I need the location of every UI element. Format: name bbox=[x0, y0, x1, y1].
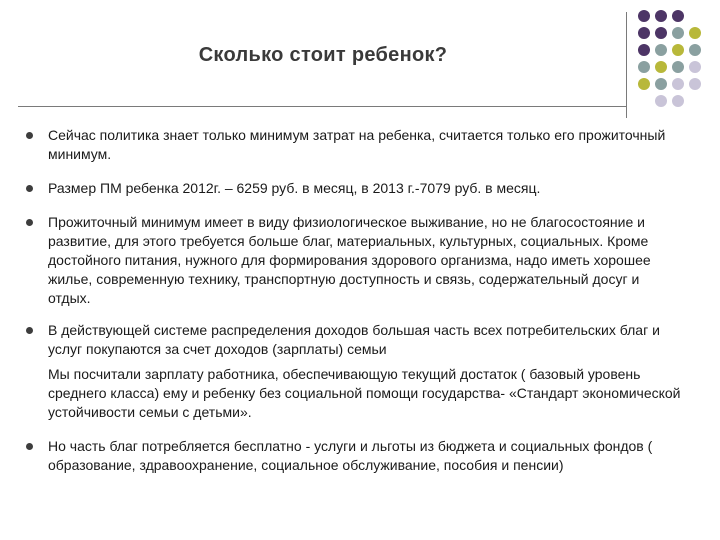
bullet-dot bbox=[26, 219, 33, 226]
bullet-dot bbox=[26, 327, 33, 334]
title-vertical-rule bbox=[626, 12, 627, 118]
decorative-dot bbox=[638, 44, 650, 56]
title-horizontal-rule bbox=[18, 106, 626, 107]
bullet-item bbox=[22, 321, 682, 359]
decorative-dot bbox=[672, 44, 684, 56]
slide-body bbox=[22, 126, 682, 475]
body-paragraph: Мы посчитали зарплату работника, обеспечивающую текущий достаток ( базовый уровень среднего класса) ему и ребенку без социальной помощи государства- «Стандарт экономической устойчивости семьи с детьми». bbox=[48, 366, 681, 420]
slide-title: Сколько стоит ребенок? bbox=[198, 44, 448, 66]
decorative-dot bbox=[638, 78, 650, 90]
bullet-item bbox=[22, 213, 682, 308]
decorative-dot bbox=[655, 27, 667, 39]
decorative-dot bbox=[672, 95, 684, 107]
decorative-dot bbox=[672, 78, 684, 90]
decorative-dot bbox=[655, 44, 667, 56]
decorative-dot bbox=[638, 27, 650, 39]
decorative-dot bbox=[689, 61, 701, 73]
decorative-dot-grid bbox=[638, 10, 718, 110]
bullet-item bbox=[22, 437, 682, 475]
bullet-text: Размер ПМ ребенка 2012г. – 6259 руб. в месяц, в 2013 г.-7079 руб. в месяц. bbox=[48, 180, 541, 196]
decorative-dot bbox=[689, 44, 701, 56]
bullet-text: Прожиточный минимум имеет в виду физиологическое выживание, но не благосостояние и развитие, для этого требуется больше благ, материальных, культурных, социальных. Кроме достойного питания, нужного для формирования здорового организма, надо иметь хорошее жилье, современную технику, транспортную доступность и связь, содержательный досуг и отдых. bbox=[48, 214, 651, 306]
decorative-dot bbox=[638, 10, 650, 22]
bullet-text: Сейчас политика знает только минимум затрат на ребенка, считается только его прожиточный минимум. bbox=[48, 127, 666, 162]
decorative-dot bbox=[655, 78, 667, 90]
decorative-dot bbox=[689, 78, 701, 90]
bullet-text: Но часть благ потребляется бесплатно - услуги и льготы из бюджета и социальных фондов ( образование, здравоохранение, социальное обслуживание, пособия и пенсии) bbox=[48, 438, 653, 473]
decorative-dot bbox=[672, 61, 684, 73]
decorative-dot bbox=[655, 95, 667, 107]
decorative-dot bbox=[655, 10, 667, 22]
bullet-dot bbox=[26, 185, 33, 192]
bullet-text: В действующей системе распределения доходов большая часть всех потребительских благ и услуг покупаются за счет доходов (зарплаты) семьи bbox=[48, 322, 660, 357]
decorative-dot bbox=[638, 61, 650, 73]
bullet-dot bbox=[26, 443, 33, 450]
bullet-item bbox=[22, 126, 682, 164]
decorative-dot bbox=[672, 10, 684, 22]
decorative-dot bbox=[689, 27, 701, 39]
bullet-dot bbox=[26, 132, 33, 139]
bullet-item bbox=[22, 179, 682, 198]
decorative-dot bbox=[655, 61, 667, 73]
decorative-dot bbox=[672, 27, 684, 39]
